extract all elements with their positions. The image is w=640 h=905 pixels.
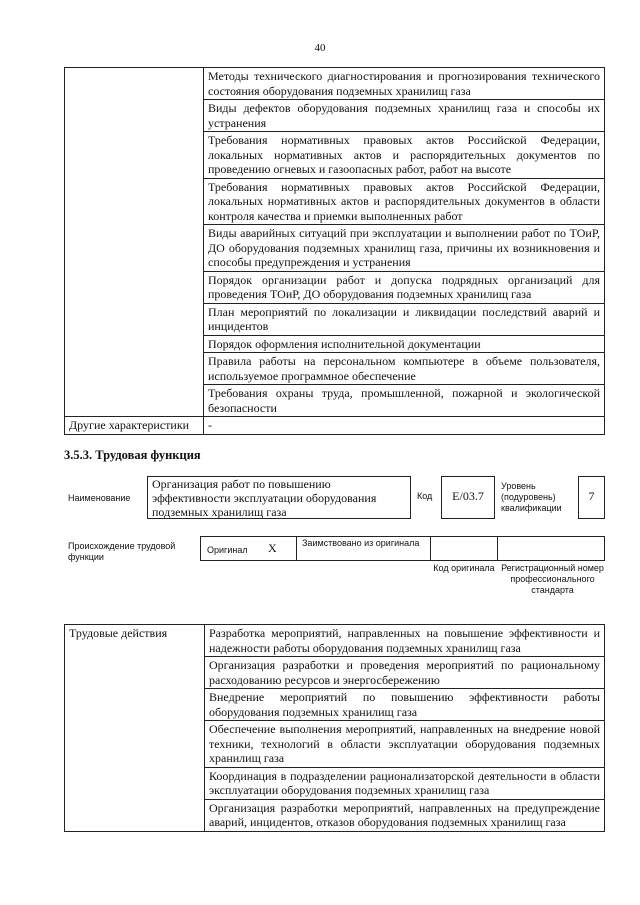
labor-actions-table	[64, 624, 605, 832]
knowledge-item: Порядок организации работ и допуска подрядных организаций для проведения ТОиР, ДО оборудования подземных хранилищ газа	[204, 271, 605, 303]
knowledge-item: Порядок оформления исполнительной документации	[204, 335, 605, 353]
labor-action-item: Обеспечение выполнения мероприятий, направленных на внедрение новой техники, технологий в области эксплуатации оборудования подземных хранилищ газа	[205, 721, 605, 768]
name-label: Наименование	[68, 493, 131, 503]
code-value: E/03.7	[452, 489, 484, 503]
other-characteristics-value: -	[204, 417, 605, 435]
knowledge-item: Требования нормативных правовых актов Российской Федерации, локальных нормативных актов и распорядительных документов по проведению огневых и газоопасных работ, работ на высоте	[204, 132, 605, 179]
origin-divider	[497, 536, 498, 561]
name-value: Организация работ по повышению эффективности эксплуатации оборудования подземных хранилищ газа	[152, 477, 377, 519]
borrowed-label: Заимствовано из оригинала	[302, 538, 420, 548]
knowledge-table	[64, 67, 605, 435]
original-label: Оригинал	[207, 545, 248, 555]
code-original-caption: Код оригинала	[433, 563, 495, 573]
labor-action-item: Организация разработки и проведения мероприятий по рациональному расходованию ресурсов и энергосбережению	[205, 657, 605, 689]
origin-label: Происхождение трудовой функции	[68, 541, 176, 562]
section-title: 3.5.3. Трудовая функция	[64, 448, 201, 462]
knowledge-label-cell	[65, 68, 204, 417]
table-row	[65, 417, 605, 435]
labor-actions-label: Трудовые действия	[65, 625, 205, 832]
original-mark: X	[268, 541, 277, 555]
level-label: Уровень (подуровень) квалификации	[501, 481, 562, 513]
labor-action-item: Организация разработки мероприятий, направленных на предупреждение аварий, инцидентов, отказов оборудования подземных хранилищ газа	[205, 799, 605, 831]
registration-number-caption: Регистрационный номер профессионального стандарта	[501, 563, 604, 595]
labor-action-item: Внедрение мероприятий по повышению эффективности работы оборудования подземных хранилищ газа	[205, 689, 605, 721]
code-label: Код	[417, 491, 433, 501]
level-value: 7	[588, 489, 595, 503]
knowledge-item: Методы технического диагностирования и прогнозирования технического состояния оборудования подземных хранилищ газа	[204, 68, 605, 100]
origin-divider	[430, 536, 431, 561]
origin-divider	[296, 536, 297, 561]
table-row	[65, 68, 605, 100]
table-row	[65, 625, 605, 657]
knowledge-item: Виды дефектов оборудования подземных хранилищ газа и способы их устранения	[204, 100, 605, 132]
knowledge-item: Требования охраны труда, промышленной, пожарной и экологической безопасности	[204, 385, 605, 417]
labor-action-item: Разработка мероприятий, направленных на повышение эффективности и надежности работы оборудования подземных хранилищ газа	[205, 625, 605, 657]
knowledge-item: План мероприятий по локализации и ликвидации последствий аварий и инцидентов	[204, 303, 605, 335]
page-number: 40	[314, 42, 326, 54]
knowledge-item: Виды аварийных ситуаций при эксплуатации и выполнении работ по ТОиР, ДО оборудования подземных хранилищ газа, причины их возникновения и способы предупреждения и устранения	[204, 225, 605, 272]
knowledge-item: Требования нормативных правовых актов Российской Федерации, локальных нормативных актов и распорядительных документов в области контроля качества и приемки выполненных работ	[204, 178, 605, 225]
other-characteristics-label: Другие характеристики	[65, 417, 204, 435]
labor-action-item: Координация в подразделении рационализаторской деятельности в области эксплуатации оборудования подземных хранилищ газа	[205, 767, 605, 799]
knowledge-item: Правила работы на персональном компьютере в объеме пользователя, используемое программное обеспечение	[204, 353, 605, 385]
